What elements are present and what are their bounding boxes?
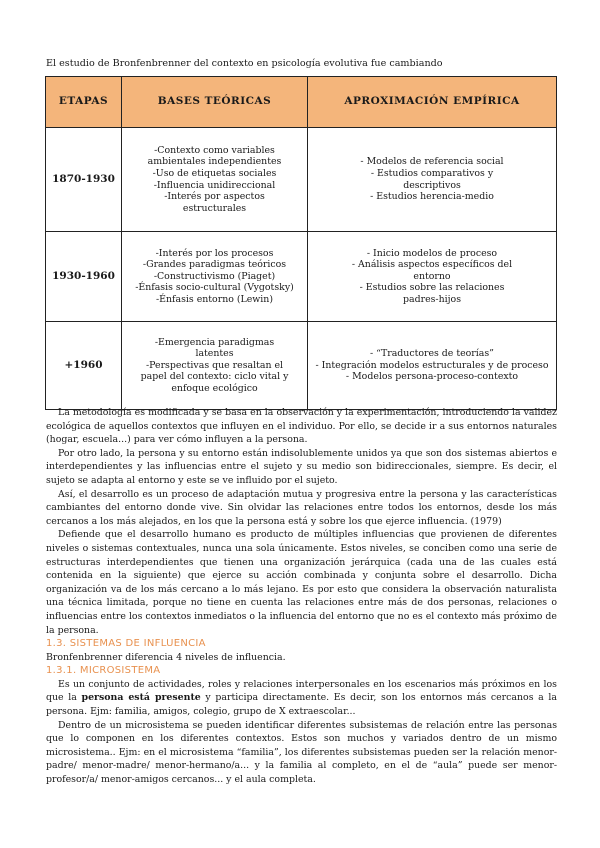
cell-line: - Integración modelos estructurales y de proceso [315,359,549,371]
table-row [46,128,557,232]
cell-line: -Perspectivas que resaltan el [145,359,284,371]
body-text [46,406,557,787]
header-stages: ETAPAS [46,77,122,128]
stage-cell: +1960 [46,322,122,410]
cell-line: papel del contexto: ciclo vital y [140,371,289,383]
paragraph-text: Es un conjunto de actividades, roles y relaciones interpersonales en los escenarios más próximos en los que la [46,678,557,704]
cell-line: - Inicio modelos de proceso [366,247,498,259]
cell-line: latentes [195,348,234,360]
cell-line: -Interés por aspectos [164,191,265,203]
cell-line: -Uso de etiquetas sociales [152,167,277,179]
paragraph [46,678,557,719]
cell-line: - Modelos persona-proceso-contexto [345,371,519,383]
paragraph: Dentro de un microsistema se pueden identificar diferentes subsistemas de relación entre las personas que lo componen en los diferentes contextos. Estos son muchos y variados dentro de un mismo microsistema.. Ejm: en el microsistema “familia”, los diferentes subsistemas pueden ser la relación menor-padre/ menor-madre/ menor-hermano/a... y la familia al completo, en el de “aula” puede ser menor-profesor/a/ menor-amigos cercanos... y el aula completa. [46,719,557,786]
paragraph-text: y participa directamente. Es decir, son los entornos más cercanos a la persona. Ejm: familia, amigos, colegio, grupo de X extraescolar... [46,692,558,718]
cell-line: - Estudios sobre las relaciones [359,282,505,294]
stage-cell: 1930-1960 [46,232,122,322]
stage-cell: 1870-1930 [46,128,122,232]
cell-line: -Énfasis entorno (Lewin) [156,293,273,305]
cell-line: -Énfasis socio-cultural (Vygotsky) [135,282,294,294]
paragraph: Defiende que el desarrollo humano es producto de múltiples influencias que provienen de diferentes niveles o sistemas contextuales, nunca una sola únicamente. Estos niveles, se conciben como una serie de estructuras interdependientes que tienen una organización jerárquica (cada una de las cuales está contenida en la siguiente) que ejerce su acción combinada y conjunta sobre el desarrollo. Dicha organización va de los más cercano a lo más lejano. Es por esto que considera la observación naturalista una técnica limitada, porque no tiene en cuenta las relaciones entre más de dos personas, relaciones o influencias entre los contextos inmediatos o la influencia del entorno que no es el contexto más próximo de la persona. [46,529,557,636]
cell-line: - Estudios herencia-medio [370,191,494,203]
cell-line: enfoque ecológico [171,382,258,394]
table-row [46,322,557,410]
cell-line: -Constructivismo (Piaget) [153,270,276,282]
cell-line: padres-hijos [403,293,461,305]
cell-line: - Estudios comparativos y [370,167,494,179]
cell-line: -Influencia unidireccional [153,179,276,191]
emphasis-text: persona está presente [81,692,201,704]
cell-line: descriptivos [403,179,461,191]
paragraph: Así, el desarrollo es un proceso de adaptación mutua y progresiva entre la persona y las características cambiantes del entorno donde vive. Sin olvidar las relaciones entre todos los entornos, desde los más cercanos a los más alejados, en los que la persona está y sobre los que ejerce influencia. (1979) [46,488,557,527]
cell-line: -Grandes paradigmas teóricos [142,259,287,271]
cell-line: -Contexto como variables [154,144,275,156]
subsection-heading: 1.3.1. MICROSISTEMA [46,665,161,677]
paragraph: Por otro lado, la persona y su entorno están indisolublemente unidos ya que son dos sistemas abiertos e interdependientes y las influencias entre el sujeto y su medio son bidireccionales, siempre. Es decir, el sujeto se adapta al entorno y este se ve influido por el sujeto. [46,447,557,486]
section-heading: 1.3. SISTEMAS DE INFLUENCIA [46,638,206,650]
stages-table [45,76,557,410]
header-empirical: APROXIMACIÓN EMPÍRICA [308,77,557,128]
theory-cell [122,322,308,410]
theory-cell [122,232,308,322]
cell-line: estructurales [182,202,247,214]
table-header-row [46,77,557,128]
paragraph: La metodología es modificada y se basa en la observación y la experimentación, introduciendo la validez ecológica de aquellos contextos que influyen en el individuo. Por ello, se decide ir a sus entornos naturales (hogar, escuela...) para ver cómo influyen a la persona. [46,407,557,446]
cell-line: - Modelos de referencia social [360,156,504,168]
cell-line: ambientales independientes [147,156,282,168]
cell-line: entorno [413,270,451,282]
empirical-cell [308,232,557,322]
intro-sentence: El estudio de Bronfenbrenner del contexto en psicología evolutiva fue cambiando [46,58,443,69]
empirical-cell [308,322,557,410]
empirical-cell [308,128,557,232]
cell-line: -Emergencia paradigmas [154,336,275,348]
cell-line: - Análisis aspectos específicos del [351,259,513,271]
table-row [46,232,557,322]
theory-cell [122,128,308,232]
header-theory: BASES TEÓRICAS [122,77,308,128]
cell-line: - “Traductores de teorías” [370,348,494,360]
cell-line: -Interés por los procesos [155,247,274,259]
paragraph: Bronfenbrenner diferencia 4 niveles de influencia. [46,651,286,663]
